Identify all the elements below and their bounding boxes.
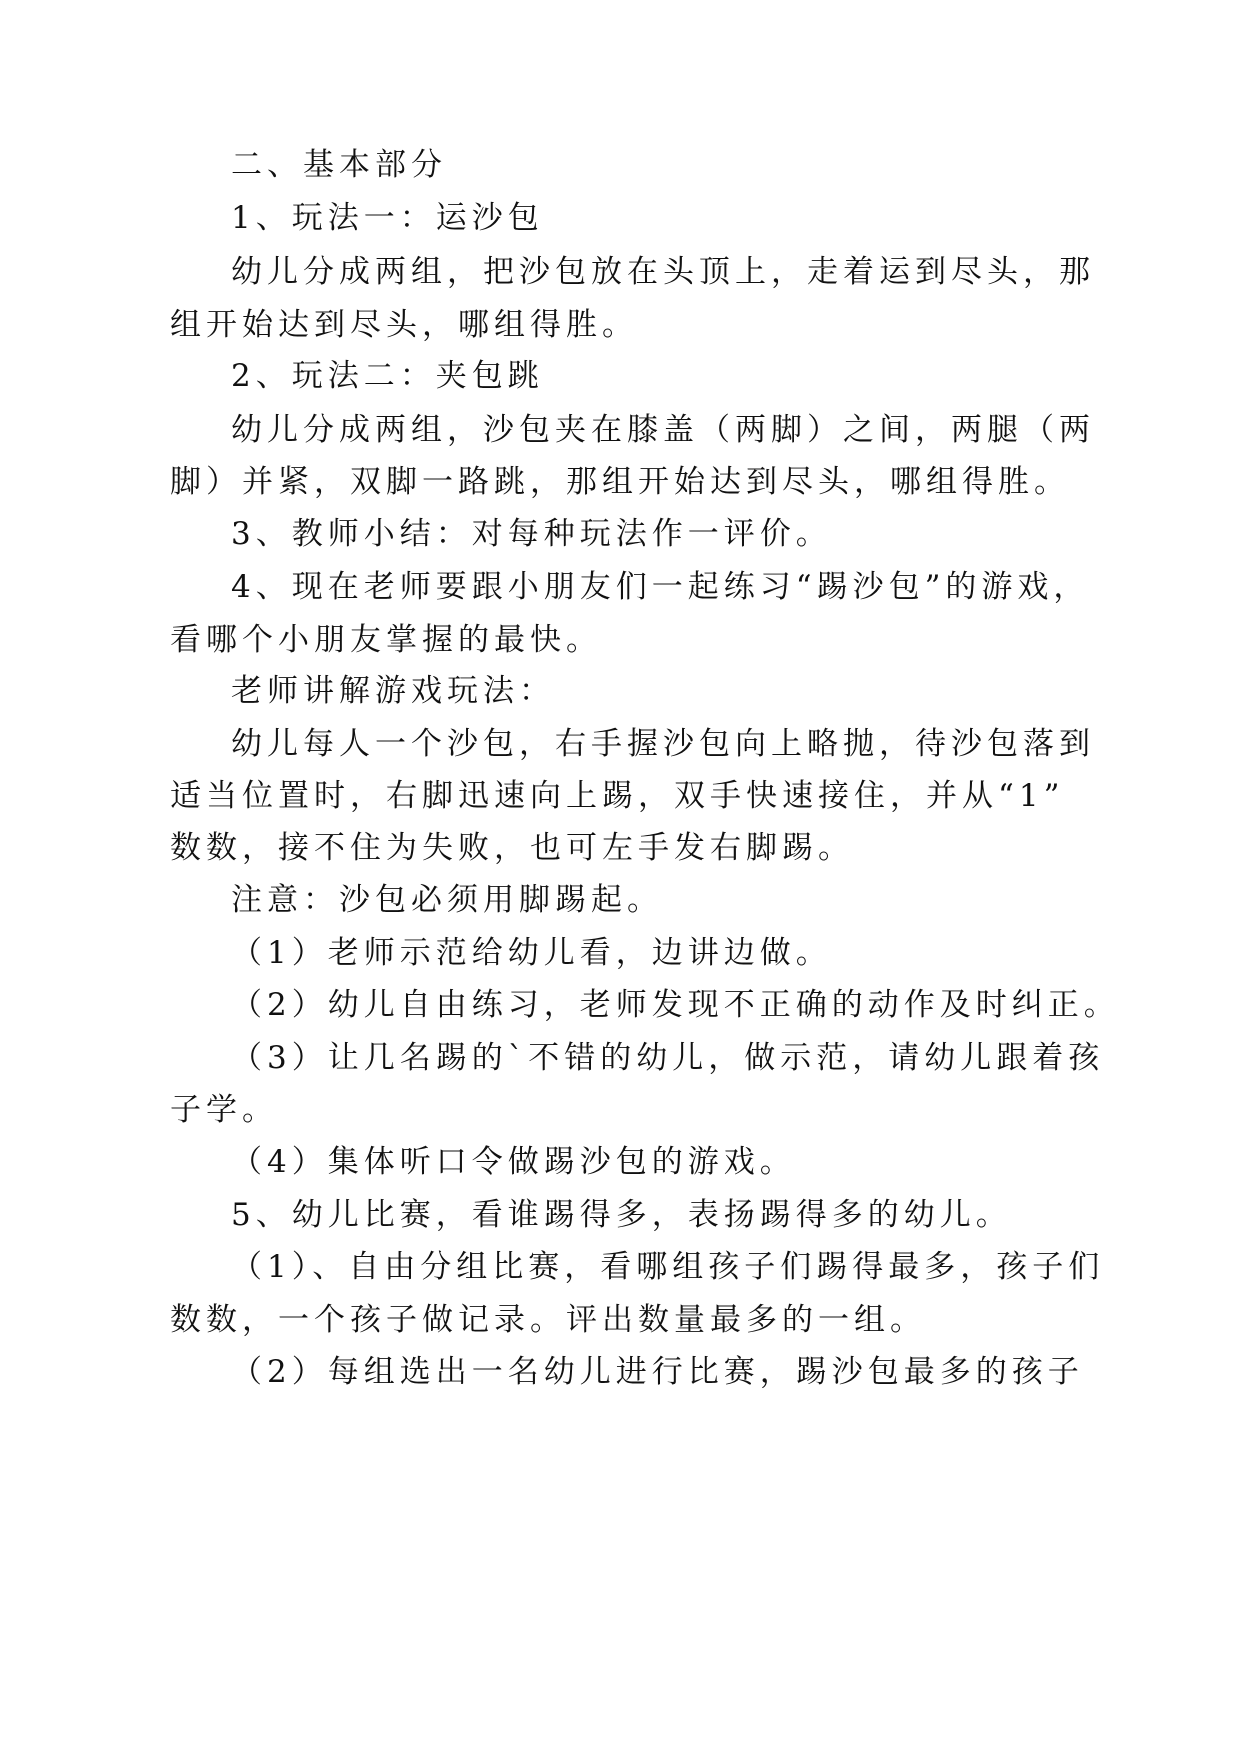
- paragraph-line: （1）、自由分组比赛，看哪组孩子们踢得最多，孩子们: [231, 1249, 1105, 1285]
- paragraph-line: 注意：沙包必须用脚踢起。: [231, 882, 663, 918]
- paragraph-line: 看哪个小朋友掌握的最快。: [170, 622, 602, 658]
- paragraph-line: 适当位置时，右脚迅速向上踢，双手快速接住，并从“1”: [170, 778, 1065, 814]
- paragraph-line: （2）幼儿自由练习，老师发现不正确的动作及时纠正。: [231, 987, 1120, 1023]
- paragraph-line: 子学。: [170, 1092, 278, 1128]
- paragraph-line: 组开始达到尽头，哪组得胜。: [170, 307, 638, 343]
- paragraph-line: 4、现在老师要跟小朋友们一起练习“踢沙包”的游戏，: [231, 569, 1090, 605]
- paragraph-line: 5、幼儿比赛，看谁踢得多，表扬踢得多的幼儿。: [231, 1197, 1012, 1233]
- paragraph-line: （3）让几名踢的`不错的幼儿，做示范，请幼儿跟着孩: [231, 1040, 1105, 1076]
- paragraph-line: （1）老师示范给幼儿看，边讲边做。: [231, 935, 832, 971]
- section-heading: 二、基本部分: [231, 147, 447, 183]
- paragraph-line: 3、教师小结：对每种玩法作一评价。: [231, 516, 832, 552]
- paragraph-line: 数数，接不住为失败，也可左手发右脚踢。: [170, 830, 854, 866]
- paragraph-line: 2、玩法二：夹包跳: [231, 358, 544, 394]
- paragraph-line: 1、玩法一：运沙包: [231, 200, 544, 236]
- paragraph-line: 数数，一个孩子做记录。评出数量最多的一组。: [170, 1302, 926, 1338]
- paragraph-line: （4）集体听口令做踢沙包的游戏。: [231, 1144, 796, 1180]
- paragraph-line: 脚）并紧，双脚一路跳，那组开始达到尽头，哪组得胜。: [170, 464, 1070, 500]
- paragraph-line: 幼儿分成两组，沙包夹在膝盖（两脚）之间，两腿（两: [231, 412, 1095, 448]
- paragraph-line: （2）每组选出一名幼儿进行比赛，踢沙包最多的孩子: [231, 1354, 1084, 1390]
- paragraph-line: 幼儿每人一个沙包，右手握沙包向上略抛，待沙包落到: [231, 726, 1095, 762]
- paragraph-line: 幼儿分成两组，把沙包放在头顶上，走着运到尽头，那: [231, 254, 1095, 290]
- paragraph-line: 老师讲解游戏玩法：: [231, 673, 555, 709]
